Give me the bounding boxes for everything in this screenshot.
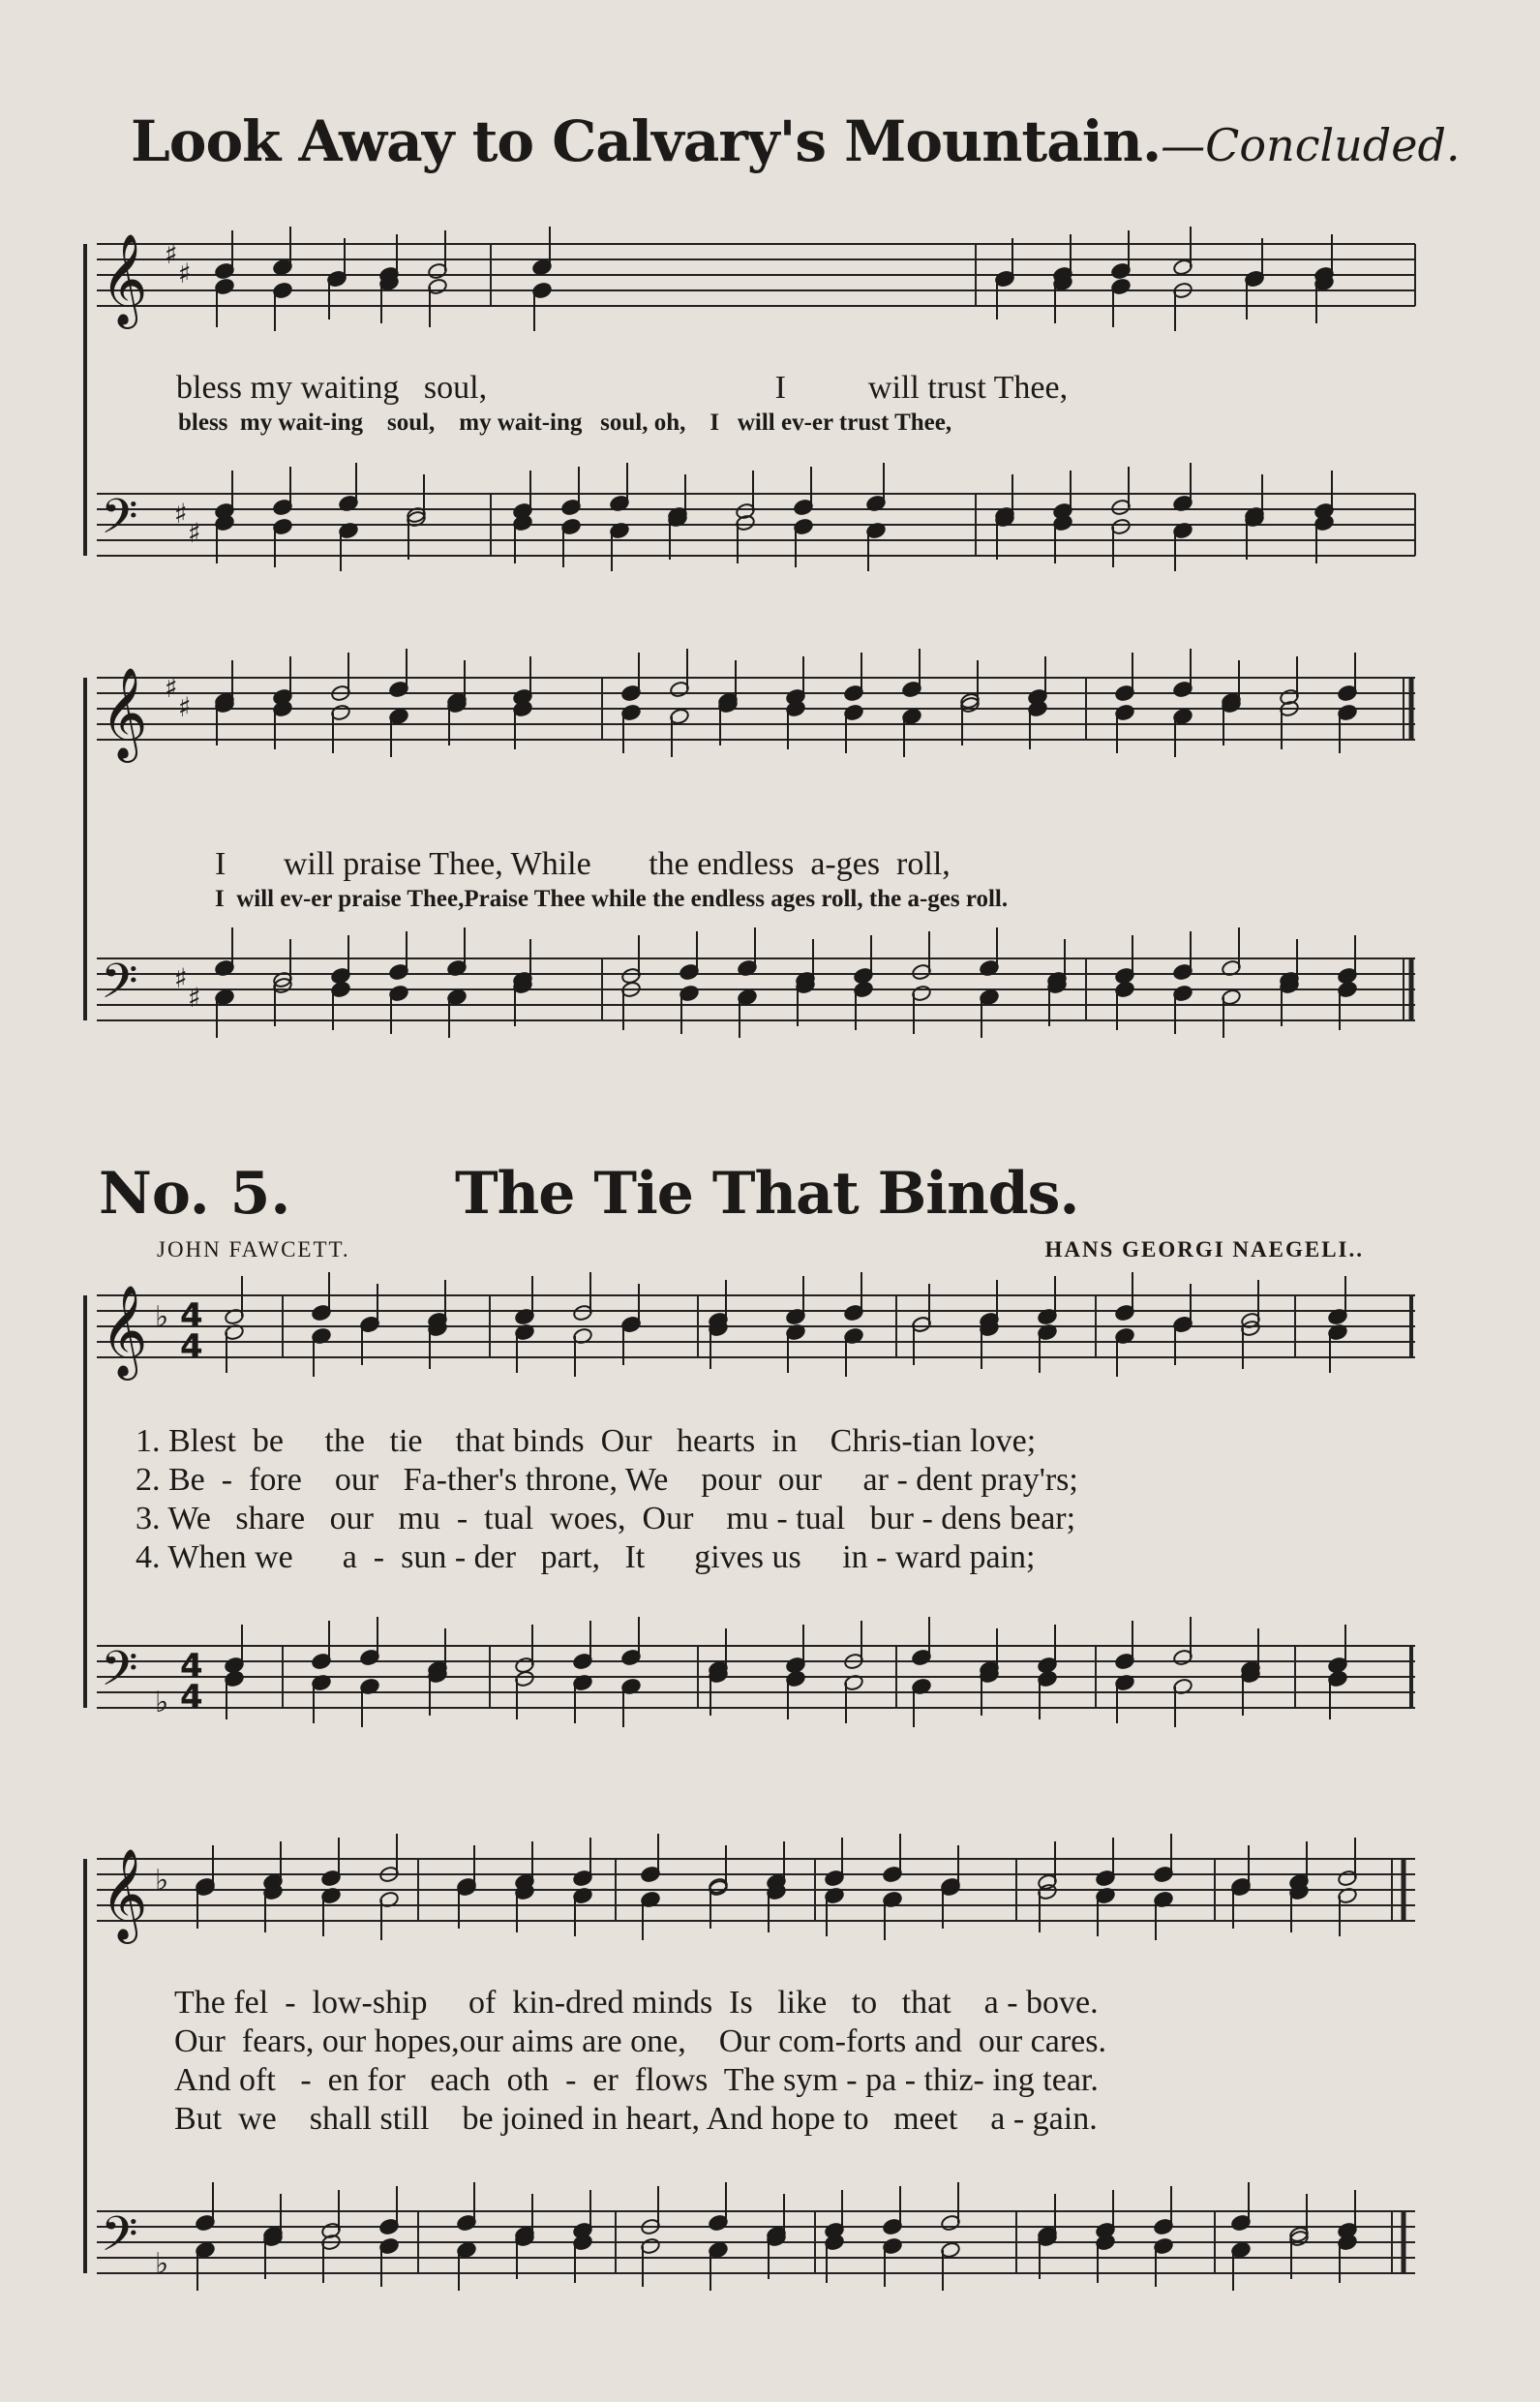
hymn-5-title: The Tie That Binds. (455, 1160, 1079, 1228)
treble-clef-icon: 𝄞 (101, 233, 148, 325)
svg-text:4: 4 (180, 1647, 203, 1686)
hymn-4-lyric-1b: bless my wait-ing soul, my wait-ing soul, oh, I will ev-er trust Thee, (178, 410, 952, 436)
bass-clef-icon: 𝄢 (101, 954, 138, 1021)
bass-clef-icon: 𝄢 (101, 1641, 138, 1709)
svg-text:♭: ♭ (155, 2247, 169, 2281)
hymn-5-verse-2b: Our fears, our hopes,our aims are one, Our com-forts and our cares. (174, 2023, 1107, 2059)
svg-text:♯: ♯ (188, 517, 201, 549)
hymn-5-verse-3b: And oft - en for each oth - er flows The sym - pa - thiz- ing tear. (174, 2062, 1099, 2098)
staff-4-treble (97, 1859, 1415, 1921)
hymn-4-lyric-2a: I will praise Thee, While the endless a-ges roll, (215, 846, 951, 882)
svg-text:4: 4 (180, 1678, 203, 1717)
svg-text:♯: ♯ (178, 258, 192, 289)
staff-2-treble (97, 678, 1415, 740)
staff-3-bass (97, 1646, 1415, 1708)
staff-4-bass (97, 2211, 1415, 2273)
svg-text:♭: ♭ (155, 1300, 169, 1334)
svg-text:♯: ♯ (165, 238, 178, 270)
hymn-5-verse-3a: 3. We share our mu - tual woes, Our mu - tual bur - dens bear; (136, 1501, 1076, 1536)
hymn-4-title-main: Look Away to Calvary's Mountain. (131, 108, 1162, 174)
hymn-5-verse-1a: 1. Blest be the tie that binds Our hearts in Chris-tian love; (136, 1423, 1037, 1459)
staff-1-treble (97, 244, 1415, 306)
bass-clef-icon: 𝄢 (101, 2206, 138, 2274)
staff-1-bass (97, 494, 1415, 556)
hymn-5-verse-4a: 4. When we a - sun - der part, It gives us in - ward pain; (136, 1539, 1036, 1575)
bass-clef-icon: 𝄢 (101, 489, 138, 557)
treble-clef-icon: 𝄞 (101, 667, 148, 759)
hymn-5-number: No. 5. (99, 1160, 291, 1228)
svg-text:4: 4 (180, 1296, 203, 1335)
svg-text:4: 4 (180, 1327, 203, 1366)
svg-text:♯: ♯ (178, 691, 192, 723)
hymn-5-verse-1b: The fel - low-ship of kin-dred minds Is like to that a - bove. (174, 1985, 1099, 2021)
hymn-5-author: JOHN FAWCETT. (157, 1237, 350, 1262)
svg-text:♯: ♯ (174, 498, 188, 530)
staff-3-treble (97, 1295, 1415, 1357)
hymn-5-verse-2a: 2. Be - fore our Fa-ther's throne, We pour our ar - dent pray'rs; (136, 1462, 1078, 1498)
svg-text:♯: ♯ (174, 962, 188, 994)
treble-clef-icon: 𝄞 (101, 1285, 148, 1377)
svg-text:♭: ♭ (155, 1686, 169, 1719)
hymn-4-title-suffix: —Concluded. (1161, 119, 1461, 171)
treble-clef-icon: 𝄞 (101, 1848, 148, 1940)
hymn-4-lyric-2b: I will ev-er praise Thee,Praise Thee while the endless ages roll, the a-ges roll. (215, 886, 1009, 912)
svg-text:♯: ♯ (188, 982, 201, 1014)
svg-text:♭: ♭ (155, 1864, 169, 1898)
svg-text:♯: ♯ (165, 672, 178, 704)
hymn-5-composer: HANS GEORGI NAEGELI.. (1044, 1237, 1364, 1262)
hymn-4-lyric-1a: bless my waiting soul, I will trust Thee, (176, 370, 1069, 406)
hymn-5-verse-4b: But we shall still be joined in heart, And hope to meet a - gain. (174, 2101, 1098, 2137)
